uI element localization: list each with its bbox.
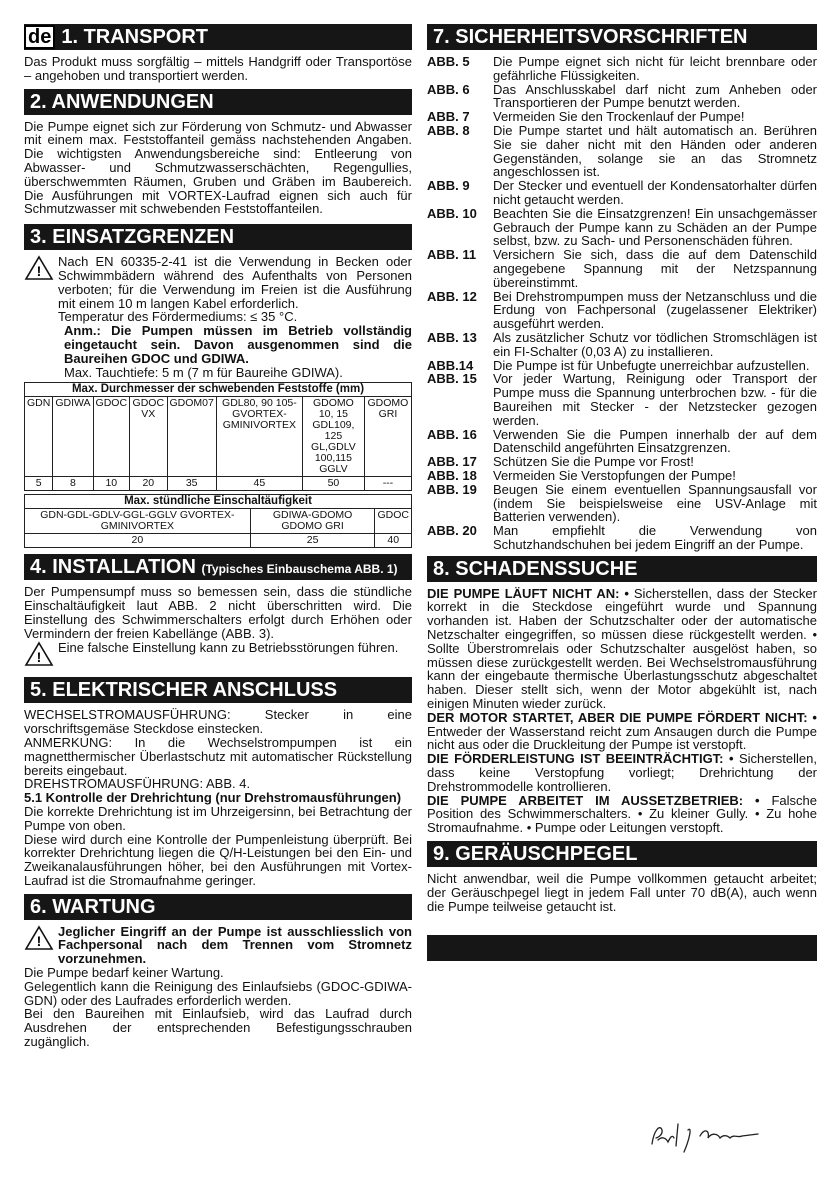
troubleshoot-3 xyxy=(427,752,817,793)
table2-header: GDIWA-GDOMO GDOMO GRI xyxy=(250,509,375,534)
safety-rule-text: Die Pumpe startet und hält automatisch an. Berühren Sie sie daher nicht mit den Händen oder anderen Gegenständen, solange sie an das Stromnetz angeschlossen ist. xyxy=(493,122,817,180)
troubleshoot-4-text: Falsche Position des Schwimmerschalters. • Zu kleiner Gully. • Zu hohe Stromaufnahme. • Pumpe oder Leitungen verstopft. xyxy=(427,792,817,836)
section-9-text: Nicht anwendbar, weil die Pumpe vollkommen getaucht arbeitet; der Geräuschpegel liegt in jedem Fall unter 70 dB(A), auch wenn die Pumpe teilweise getaucht ist. xyxy=(427,871,817,914)
safety-rule-ref: ABB. 15 xyxy=(427,371,477,387)
safety-rule-text: Vermeiden Sie den Trockenlauf der Pumpe! xyxy=(493,109,745,125)
section-1-header xyxy=(24,24,412,50)
svg-text:!: ! xyxy=(36,263,42,280)
safety-rule xyxy=(427,124,817,179)
table2-cell: 25 xyxy=(250,534,375,548)
safety-rule-text: Bei Drehstrompumpen muss der Netzanschluss und die Erdung von Fachpersonal (zugelassener Elektriker) ausgeführt werden. xyxy=(493,288,817,332)
table2-title: Max. stündliche Einschaltäufigkeit xyxy=(25,495,412,509)
troubleshoot-3-text: Sicherstellen, dass keine Verstopfung vorliegt; Drehrichtung der Drehstrommodelle kontrollieren. xyxy=(427,751,817,794)
svg-text:!: ! xyxy=(36,932,42,949)
troubleshoot-1-text: Sicherstellen, dass der Stecker korrekt in die Steckdose eingeführt wurde und Spannung vorhanden ist. Haben der Schutzschalter oder der automatische Netzschalter eingegriffen, so müssen diese rückgestellt werden. • Sollte Überstromrelais oder Schutzschalter ausgelöst haben, so müssen diese zurückgestellt werden. Bei Wechselstromausführung kann der eingebaute thermische Überlastungsschutz abgeschaltet haben. Dieser stellt sich, wenn der Motor abgekühlt ist, nach einigen Minuten wieder zurück. xyxy=(427,585,817,712)
safety-rule xyxy=(427,524,817,552)
table1-cell: 35 xyxy=(167,477,216,491)
table1-cell: 8 xyxy=(53,477,93,491)
section-4-title: 4. INSTALLATION xyxy=(30,556,196,579)
safety-rule xyxy=(427,207,817,248)
section-5-p3: DREHSTROMAUSFÜHRUNG: ABB. 4. xyxy=(24,776,251,792)
safety-rule-ref: ABB.14 xyxy=(427,357,474,373)
section-4-warn-text: Eine falsche Einstellung kann zu Betriebsstörungen führen. xyxy=(58,639,399,655)
section-3-warning xyxy=(24,255,412,324)
safety-rule xyxy=(427,290,817,331)
troubleshoot-4-caption: DIE PUMPE ARBEITET IM AUSSETZBETRIEB: • xyxy=(427,792,760,808)
table1-cell: 5 xyxy=(25,477,53,491)
troubleshoot-1-caption: DIE PUMPE LÄUFT NICHT AN: • xyxy=(427,585,629,601)
safety-rule-text: Die Pumpe eignet sich nicht für leicht brennbare oder gefährliche Flüssigkeiten. xyxy=(493,54,817,83)
troubleshoot-4 xyxy=(427,794,817,835)
safety-rule xyxy=(427,248,817,289)
left-column xyxy=(24,24,412,1049)
safety-rule-ref: ABB. 5 xyxy=(427,54,470,69)
safety-rule-ref: ABB. 6 xyxy=(427,81,470,97)
safety-rule-ref: ABB. 18 xyxy=(427,467,477,483)
table1-cell: 10 xyxy=(93,477,130,491)
section-2-text: Die Pumpe eignet sich zur Förderung von Schmutz- und Abwasser mit einem max. Feststoffanteil gemäss nachstehenden Angaben. Die wichtigsten Anwendungsbereiche sind: Entleerung von Abwasser- und Schmutzwasserschächten, Regengullies, überschwemmten Räumen, Gruben und Gräben im Baubereich. Die Ausführungen mit VORTEX-Laufrad eignen sich auch für Schmutzwasser mit schwebenden Feststoffanteilen. xyxy=(24,118,412,217)
table1-header: GDOMO 10, 15 GDL109, 125 GL,GDLV 100,115 GGLV xyxy=(302,397,364,477)
safety-rule-text: Man empfiehlt die Verwendung von Schutzhandschuhen bei jedem Eingriff an der Pumpe. xyxy=(493,523,817,552)
section-3-note: Anm.: Die Pumpen müssen im Betrieb vollständig eingetaucht sein. Davon ausgenommen sind die Baureihen GDOC und GDIWA. xyxy=(64,323,412,366)
right-column xyxy=(427,24,817,961)
table1-header: GDOC xyxy=(93,397,130,477)
section-5-header: 5. ELEKTRISCHER ANSCHLUSS xyxy=(24,677,412,703)
section-4-subtitle: (Typisches Einbauschema ABB. 1) xyxy=(201,562,398,577)
section-6-p1: Die Pumpe bedarf keiner Wartung. xyxy=(24,965,224,981)
section-3-header: 3. EINSATZGRENZEN xyxy=(24,224,412,250)
safety-rule-ref: ABB. 19 xyxy=(427,481,477,497)
solids-diameter-table xyxy=(24,382,412,491)
safety-rule-ref: ABB. 13 xyxy=(427,329,477,345)
safety-rule xyxy=(427,331,817,359)
section-5-p1: WECHSELSTROMAUSFÜHRUNG: Stecker in eine vorschriftsgemäse Steckdose einstecken. xyxy=(24,707,412,737)
safety-rule-ref: ABB. 8 xyxy=(427,122,470,138)
safety-rule-ref: ABB. 11 xyxy=(427,247,477,263)
table1-cell: 50 xyxy=(302,477,364,491)
table2-header: GDN-GDL-GDLV-GGL-GGLV GVORTEX-GMINIVORTEX xyxy=(25,509,251,534)
section-2-header: 2. ANWENDUNGEN xyxy=(24,89,412,115)
section-5-p2: ANMERKUNG: In die Wechselstrompumpen ist ein magnetthermischer Überlastschutz mit automatischer Rückstellung bereits eingebaut. xyxy=(24,734,412,778)
safety-rule-text: Versichern Sie sich, dass die auf dem Datenschild angegebene Spannung mit der Netzspannung übereinstimmt. xyxy=(493,247,817,290)
section-3-temp: Temperatur des Fördermediums: ≤ 35 °C. xyxy=(58,309,298,325)
section-4-text: Der Pumpensumpf muss so bemessen sein, dass die stündliche Einschaltäufigkeit laut ABB. 2 nicht überschritten wird. Die Einstellung des Schwimmerschalters erfolgt durch Erhöhen oder Vermindern der freien Kabellänge (ABB. 3). xyxy=(24,584,412,641)
table1-header: GDN xyxy=(25,397,53,477)
blank-dark-bar xyxy=(427,935,817,961)
troubleshoot-2 xyxy=(427,711,817,752)
safety-rule xyxy=(427,455,817,469)
safety-rules-list xyxy=(427,55,817,552)
section-4-warning xyxy=(24,641,412,670)
svg-text:!: ! xyxy=(36,648,42,665)
safety-rule-ref: ABB. 17 xyxy=(427,454,477,470)
table1-header: GDOC VX xyxy=(130,397,167,477)
section-6-warn-text: Jeglicher Eingriff an der Pumpe ist ausschliesslich von Fachpersonal nach dem Trennen vom Stromnetz vorzunehmen. xyxy=(58,923,412,967)
section-9-header: 9. GERÄUSCHPEGEL xyxy=(427,841,817,867)
safety-rule xyxy=(427,469,817,483)
safety-rule xyxy=(427,359,817,373)
safety-rule xyxy=(427,483,817,524)
section-6-p3: Bei den Baureihen mit Einlaufsieb, wird das Laufrad durch Ausdrehen der entsprechenden Befestigungsschrauben zugänglich. xyxy=(24,1006,412,1050)
safety-rule-ref: ABB. 9 xyxy=(427,178,470,194)
table1-header: GDIWA xyxy=(53,397,93,477)
safety-rule xyxy=(427,55,817,83)
switching-frequency-table xyxy=(24,494,412,548)
section-3-depth: Max. Tauchtiefe: 5 m (7 m für Baureihe GDIWA). xyxy=(64,364,343,380)
safety-rule xyxy=(427,83,817,111)
safety-rule-ref: ABB. 20 xyxy=(427,523,477,539)
section-8-header: 8. SCHADENSSUCHE xyxy=(427,556,817,582)
safety-rule-ref: ABB. 7 xyxy=(427,109,470,125)
table1-title: Max. Durchmesser der schwebenden Feststoffe (mm) xyxy=(25,383,412,397)
safety-rule-ref: ABB. 16 xyxy=(427,426,477,442)
safety-rule-text: Vermeiden Sie Verstopfungen der Pumpe! xyxy=(493,467,736,483)
safety-rule-text: Der Stecker und eventuell der Kondensatorhalter dürfen nicht getaucht werden. xyxy=(493,178,817,207)
section-4-header xyxy=(24,554,412,580)
section-5-subheading: 5.1 Kontrolle der Drehrichtung (nur Drehstromausführungen) xyxy=(24,790,402,806)
signature xyxy=(648,1116,768,1159)
table1-header: GDOM07 xyxy=(167,397,216,477)
table2-cell: 20 xyxy=(25,534,251,548)
safety-rule-text: Verwenden Sie die Pumpen innerhalb der auf dem Datenschild angeführten Einsatzgrenzen. xyxy=(493,426,817,456)
safety-rule-text: Schützen Sie die Pumpe vor Frost! xyxy=(493,454,694,470)
safety-rule-text: Vor jeder Wartung, Reinigung oder Transport der Pumpe muss die Spannung unterbrochen bzw. - für die Baureihen mit Stecker - der Netzstecker gezogen werden. xyxy=(493,371,817,428)
safety-rule xyxy=(427,372,817,427)
section-6-warning xyxy=(24,925,412,966)
section-1-title: 1. TRANSPORT xyxy=(61,26,209,48)
warning-icon xyxy=(24,255,58,284)
safety-rule-text: Beugen Sie einem eventuellen Spannungsausfall vor (indem Sie beispielsweise eine USV-Anlage mit Batterien verwenden). xyxy=(493,481,817,525)
section-5-p4: Die korrekte Drehrichtung ist im Uhrzeigersinn, bei Betrachtung der Pumpe von oben. xyxy=(24,803,412,833)
troubleshoot-3-caption: DIE FÖRDERLEISTUNG IST BEEINTRÄCHTIGT: • xyxy=(427,751,734,767)
warning-icon xyxy=(24,925,58,954)
section-6-p2: Gelegentlich kann die Reinigung des Einlaufsiebs (GDOC-GDIWA-GDN) oder des Laufrades erforderlich werden. xyxy=(24,978,412,1008)
safety-rule-ref: ABB. 12 xyxy=(427,288,477,304)
section-7-header: 7. SICHERHEITSVORSCHRIFTEN xyxy=(427,24,817,50)
troubleshoot-2-text: Entweder der Wasserstand reicht zum Ansaugen durch die Pumpe nicht aus oder die Druckleitung der Pumpe ist verstopft. xyxy=(427,723,817,753)
safety-rule-text: Als zusätzlicher Schutz vor tödlichen Stromschlägen ist ein FI-Schalter (0,03 A) zu installieren. xyxy=(493,329,817,359)
table1-cell: 20 xyxy=(130,477,167,491)
table2-header: GDOC xyxy=(375,509,412,534)
table1-header: GDOMO GRI xyxy=(364,397,411,477)
safety-rule-text: Die Pumpe ist für Unbefugte unerreichbar aufzustellen. xyxy=(493,357,810,373)
table1-cell: --- xyxy=(364,477,411,491)
section-3-warn-text: Nach EN 60335-2-41 ist die Verwendung in Becken oder Schwimmbädern während des Aufenthalts von Personen verboten; für die Verwendung im Freien ist die Ausführung mit einem 10 m langen Kabel erforderlich. xyxy=(58,254,412,311)
safety-rule xyxy=(427,179,817,207)
safety-rule-ref: ABB. 10 xyxy=(427,205,477,221)
table1-cell: 45 xyxy=(216,477,302,491)
section-5-p5: Diese wird durch eine Kontrolle der Pumpenleistung überprüft. Bei korrekter Drehrichtung liegen die Q/H-Leistungen bei den Ein- und Zweikanalausführungen höher, bei den Ausführungen mit Vortex-Laufrad ist die Stromaufnahme geringer. xyxy=(24,831,412,888)
section-6-header: 6. WARTUNG xyxy=(24,894,412,920)
safety-rule-text: Beachten Sie die Einsatzgrenzen! Ein unsachgemässer Gebrauch der Pumpe kann zu Schäden an der Pumpe selbst, bzw. zu Sach- und Personenschäden führen. xyxy=(493,205,817,249)
troubleshoot-2-caption: DER MOTOR STARTET, ABER DIE PUMPE FÖRDERT NICHT: • xyxy=(427,709,817,725)
table1-header: GDL80, 90 105- GVORTEX- GMINIVORTEX xyxy=(216,397,302,477)
table2-cell: 40 xyxy=(375,534,412,548)
safety-rule xyxy=(427,428,817,456)
safety-rule xyxy=(427,110,817,124)
troubleshoot-1 xyxy=(427,587,817,711)
warning-icon xyxy=(24,641,58,670)
safety-rule-text: Das Anschlusskabel darf nicht zum Anheben oder Transportieren der Pumpe benutzt werden. xyxy=(493,81,817,111)
language-badge: de xyxy=(24,25,55,49)
section-1-text: Das Produkt muss sorgfältig – mittels Handgriff oder Transportöse – angehoben und transportiert werden. xyxy=(24,54,412,83)
